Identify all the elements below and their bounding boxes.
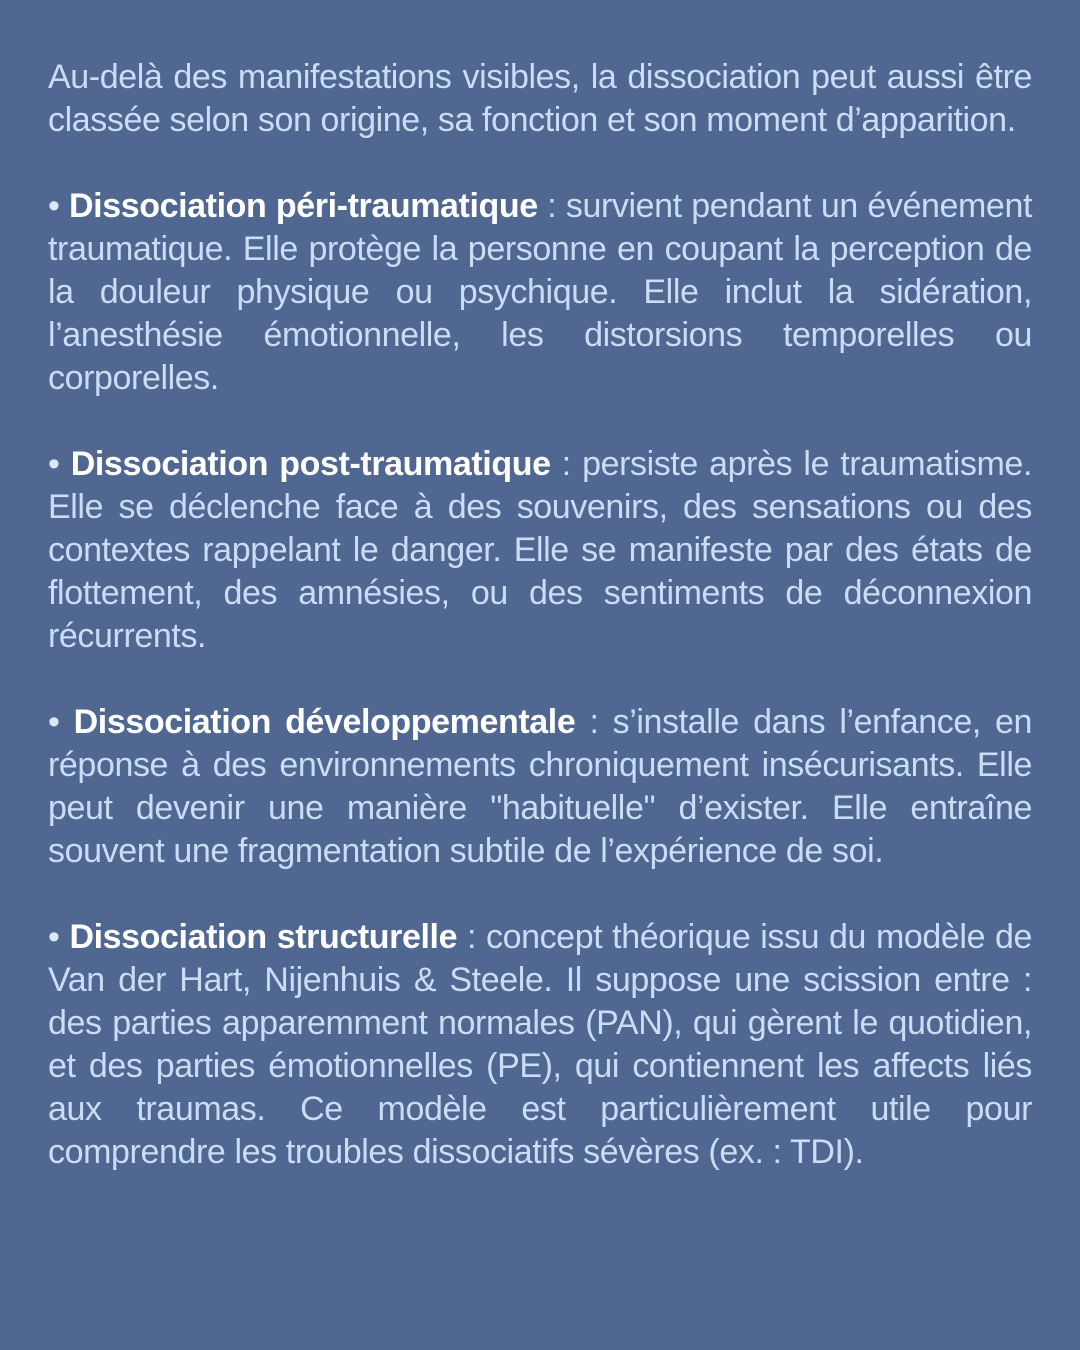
- bullet-icon: •: [48, 703, 60, 741]
- list-item-developpementale: [48, 701, 1032, 873]
- document-page: [48, 56, 1032, 1174]
- description-peri-traumatique: survient pendant un événement traumatique. Elle protège la personne en coupant la perception de la douleur physique ou psychique. Elle inclut la sidération, l’anesthésie émotionnelle, les distorsions temporelles ou corporelles.: [48, 187, 1032, 397]
- bullet-icon: •: [48, 445, 60, 483]
- term-developpementale: Dissociation développementale: [73, 703, 576, 741]
- description-developpementale: s’installe dans l’enfance, en réponse à des environnements chroniquement insécurisants. Elle peut devenir une manière "habituelle" d’exister. Elle entraîne souvent une fragmentation subtile de l’expérience de soi.: [48, 703, 1032, 870]
- term-peri-traumatique: Dissociation péri-traumatique: [69, 187, 538, 225]
- separator: :: [537, 187, 566, 225]
- list-item-structurelle: [48, 916, 1032, 1174]
- description-structurelle: concept théorique issu du modèle de Van der Hart, Nijenhuis & Steele. Il suppose une scission entre : des parties apparemment normales (PAN), qui gèrent le quotidien, et des parties émotionnelles (PE), qui contiennent les affects liés aux traumas. Ce modèle est particulièrement utile pour comprendre les troubles dissociatifs sévères (ex. : TDI).: [48, 918, 1033, 1171]
- separator: :: [575, 703, 613, 741]
- term-post-traumatique: Dissociation post-traumatique: [70, 445, 551, 483]
- bullet-icon: •: [48, 918, 60, 956]
- term-structurelle: Dissociation structurelle: [69, 918, 458, 956]
- list-item-post-traumatique: [48, 443, 1032, 658]
- separator: :: [550, 445, 583, 483]
- description-post-traumatique: persiste après le traumatisme. Elle se déclenche face à des souvenirs, des sensations ou des contextes rappelant le danger. Elle se manifeste par des états de flottement, des amnésies, ou des sentiments de déconnexion récurrents.: [48, 445, 1032, 655]
- list-item-peri-traumatique: [48, 185, 1032, 400]
- intro-paragraph: Au-delà des manifestations visibles, la dissociation peut aussi être classée selon son origine, sa fonction et son moment d’apparition.: [48, 58, 1032, 139]
- bullet-icon: •: [48, 187, 60, 225]
- separator: :: [457, 918, 486, 956]
